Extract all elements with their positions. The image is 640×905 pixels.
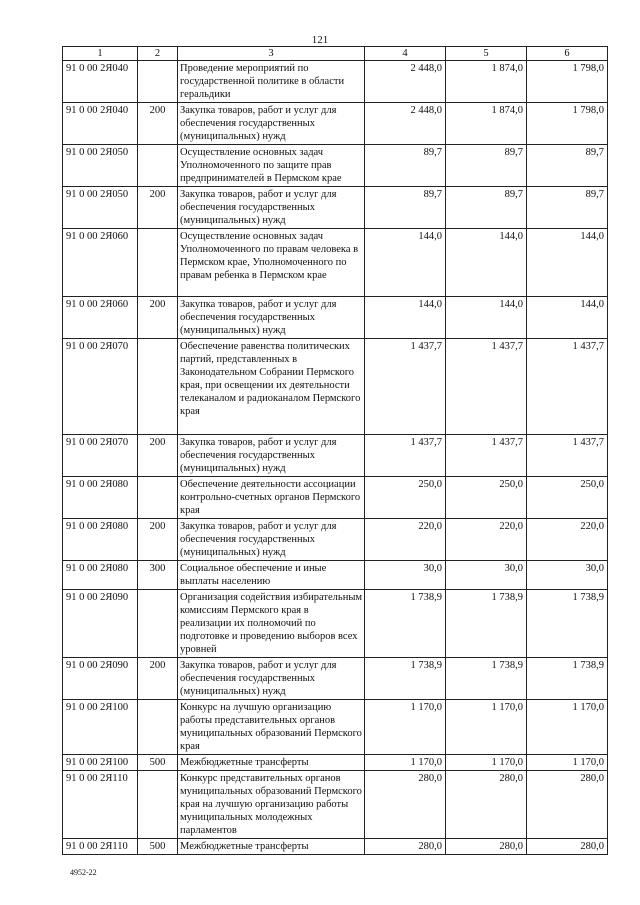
row-value-col5: 280,0 <box>446 771 527 839</box>
row-name: Обеспечение равенства политических партий, представленных в Законодательном Собрании Пермского края, при освещении их деятельности телеканалом и радиоканалом Пермского края <box>178 339 365 435</box>
header-cell: 1 <box>63 47 138 61</box>
row-code: 91 0 00 2Я110 <box>63 839 138 855</box>
row-value-col5: 144,0 <box>446 297 527 339</box>
row-expense-type <box>138 229 178 297</box>
row-value-col6: 1 437,7 <box>527 435 608 477</box>
row-value-col6: 1 437,7 <box>527 339 608 435</box>
row-code: 91 0 00 2Я080 <box>63 561 138 590</box>
row-value-col6: 1 798,0 <box>527 103 608 145</box>
row-value-col5: 1 874,0 <box>446 103 527 145</box>
row-value-col6: 280,0 <box>527 839 608 855</box>
row-value-col6: 280,0 <box>527 771 608 839</box>
row-expense-type: 300 <box>138 561 178 590</box>
header-cell: 6 <box>527 47 608 61</box>
row-expense-type: 200 <box>138 103 178 145</box>
row-value-col6: 250,0 <box>527 477 608 519</box>
table-row <box>63 339 608 435</box>
row-value-col5: 1 738,9 <box>446 658 527 700</box>
row-value-col6: 144,0 <box>527 229 608 297</box>
row-value-col4: 1 738,9 <box>365 658 446 700</box>
row-code: 91 0 00 2Я060 <box>63 297 138 339</box>
row-code: 91 0 00 2Я100 <box>63 700 138 755</box>
row-code: 91 0 00 2Я090 <box>63 658 138 700</box>
table-row <box>63 435 608 477</box>
row-value-col6: 1 170,0 <box>527 700 608 755</box>
row-name: Межбюджетные трансферты <box>178 839 365 855</box>
table-row <box>63 519 608 561</box>
row-code: 91 0 00 2Я040 <box>63 61 138 103</box>
row-expense-type: 500 <box>138 755 178 771</box>
row-value-col5: 1 738,9 <box>446 590 527 658</box>
row-code: 91 0 00 2Я100 <box>63 755 138 771</box>
row-name: Осуществление основных задач Уполномоченного по защите прав предпринимателей в Пермском крае <box>178 145 365 187</box>
row-expense-type <box>138 771 178 839</box>
row-value-col6: 89,7 <box>527 187 608 229</box>
row-value-col4: 1 437,7 <box>365 435 446 477</box>
row-code: 91 0 00 2Я050 <box>63 187 138 229</box>
row-expense-type <box>138 700 178 755</box>
row-name: Осуществление основных задач Уполномоченного по правам человека в Пермском крае, Уполномоченного по правам ребенка в Пермском крае <box>178 229 365 297</box>
row-value-col5: 1 170,0 <box>446 755 527 771</box>
table-row <box>63 839 608 855</box>
row-code: 91 0 00 2Я080 <box>63 477 138 519</box>
row-value-col4: 1 437,7 <box>365 339 446 435</box>
row-value-col5: 280,0 <box>446 839 527 855</box>
table-row <box>63 771 608 839</box>
row-value-col4: 2 448,0 <box>365 103 446 145</box>
row-value-col6: 144,0 <box>527 297 608 339</box>
footer-code: 4952-22 <box>70 868 97 877</box>
row-code: 91 0 00 2Я080 <box>63 519 138 561</box>
row-code: 91 0 00 2Я060 <box>63 229 138 297</box>
row-expense-type <box>138 339 178 435</box>
row-value-col4: 1 170,0 <box>365 700 446 755</box>
row-expense-type <box>138 145 178 187</box>
table-row <box>63 103 608 145</box>
row-value-col5: 89,7 <box>446 187 527 229</box>
row-code: 91 0 00 2Я110 <box>63 771 138 839</box>
row-value-col4: 220,0 <box>365 519 446 561</box>
row-value-col4: 1 170,0 <box>365 755 446 771</box>
row-value-col4: 2 448,0 <box>365 61 446 103</box>
row-name: Организация содействия избирательным комиссиям Пермского края в реализации их полномочий по подготовке и проведению выборов всех уровней <box>178 590 365 658</box>
row-value-col6: 1 738,9 <box>527 590 608 658</box>
row-value-col6: 1 798,0 <box>527 61 608 103</box>
header-cell: 3 <box>178 47 365 61</box>
table-row <box>63 561 608 590</box>
row-expense-type: 200 <box>138 297 178 339</box>
row-expense-type <box>138 61 178 103</box>
table-row <box>63 700 608 755</box>
table-row <box>63 61 608 103</box>
header-cell: 2 <box>138 47 178 61</box>
row-value-col5: 1 874,0 <box>446 61 527 103</box>
table-row <box>63 187 608 229</box>
row-name: Закупка товаров, работ и услуг для обеспечения государственных (муниципальных) нужд <box>178 297 365 339</box>
row-code: 91 0 00 2Я040 <box>63 103 138 145</box>
row-expense-type: 200 <box>138 435 178 477</box>
row-name: Социальное обеспечение и иные выплаты населению <box>178 561 365 590</box>
row-code: 91 0 00 2Я070 <box>63 435 138 477</box>
budget-table <box>62 46 608 855</box>
row-name: Закупка товаров, работ и услуг для обеспечения государственных (муниципальных) нужд <box>178 187 365 229</box>
row-value-col5: 250,0 <box>446 477 527 519</box>
row-code: 91 0 00 2Я090 <box>63 590 138 658</box>
row-value-col5: 30,0 <box>446 561 527 590</box>
row-name: Закупка товаров, работ и услуг для обеспечения государственных (муниципальных) нужд <box>178 435 365 477</box>
row-expense-type: 200 <box>138 519 178 561</box>
row-name: Закупка товаров, работ и услуг для обеспечения государственных (муниципальных) нужд <box>178 103 365 145</box>
row-value-col5: 220,0 <box>446 519 527 561</box>
row-value-col4: 89,7 <box>365 145 446 187</box>
header-cell: 4 <box>365 47 446 61</box>
header-cell: 5 <box>446 47 527 61</box>
row-name: Конкурс представительных органов муниципальных образований Пермского края на лучшую организацию работы муниципальных молодежных парламентов <box>178 771 365 839</box>
row-expense-type: 200 <box>138 658 178 700</box>
page-number: 121 <box>311 34 329 46</box>
row-expense-type: 200 <box>138 187 178 229</box>
row-value-col6: 30,0 <box>527 561 608 590</box>
row-name: Закупка товаров, работ и услуг для обеспечения государственных (муниципальных) нужд <box>178 658 365 700</box>
row-value-col4: 250,0 <box>365 477 446 519</box>
row-expense-type <box>138 590 178 658</box>
row-value-col6: 1 170,0 <box>527 755 608 771</box>
row-value-col4: 89,7 <box>365 187 446 229</box>
row-value-col5: 1 437,7 <box>446 435 527 477</box>
row-value-col6: 220,0 <box>527 519 608 561</box>
row-name: Обеспечение деятельности ассоциации контрольно-счетных органов Пермского края <box>178 477 365 519</box>
table-row <box>63 590 608 658</box>
row-value-col5: 144,0 <box>446 229 527 297</box>
row-value-col4: 144,0 <box>365 229 446 297</box>
row-value-col6: 1 738,9 <box>527 658 608 700</box>
row-value-col6: 89,7 <box>527 145 608 187</box>
row-value-col5: 89,7 <box>446 145 527 187</box>
row-name: Проведение мероприятий по государственной политике в области геральдики <box>178 61 365 103</box>
table-row <box>63 658 608 700</box>
row-expense-type <box>138 477 178 519</box>
table-row <box>63 297 608 339</box>
row-value-col4: 30,0 <box>365 561 446 590</box>
table-row <box>63 755 608 771</box>
table-row <box>63 145 608 187</box>
row-value-col5: 1 437,7 <box>446 339 527 435</box>
row-name: Закупка товаров, работ и услуг для обеспечения государственных (муниципальных) нужд <box>178 519 365 561</box>
header-row <box>63 47 608 61</box>
row-value-col5: 1 170,0 <box>446 700 527 755</box>
row-code: 91 0 00 2Я050 <box>63 145 138 187</box>
row-name: Конкурс на лучшую организацию работы представительных органов муниципальных образований Пермского края <box>178 700 365 755</box>
table-row <box>63 229 608 297</box>
row-value-col4: 280,0 <box>365 839 446 855</box>
row-name: Межбюджетные трансферты <box>178 755 365 771</box>
row-value-col4: 280,0 <box>365 771 446 839</box>
row-code: 91 0 00 2Я070 <box>63 339 138 435</box>
row-value-col4: 144,0 <box>365 297 446 339</box>
row-value-col4: 1 738,9 <box>365 590 446 658</box>
table-row <box>63 477 608 519</box>
row-expense-type: 500 <box>138 839 178 855</box>
